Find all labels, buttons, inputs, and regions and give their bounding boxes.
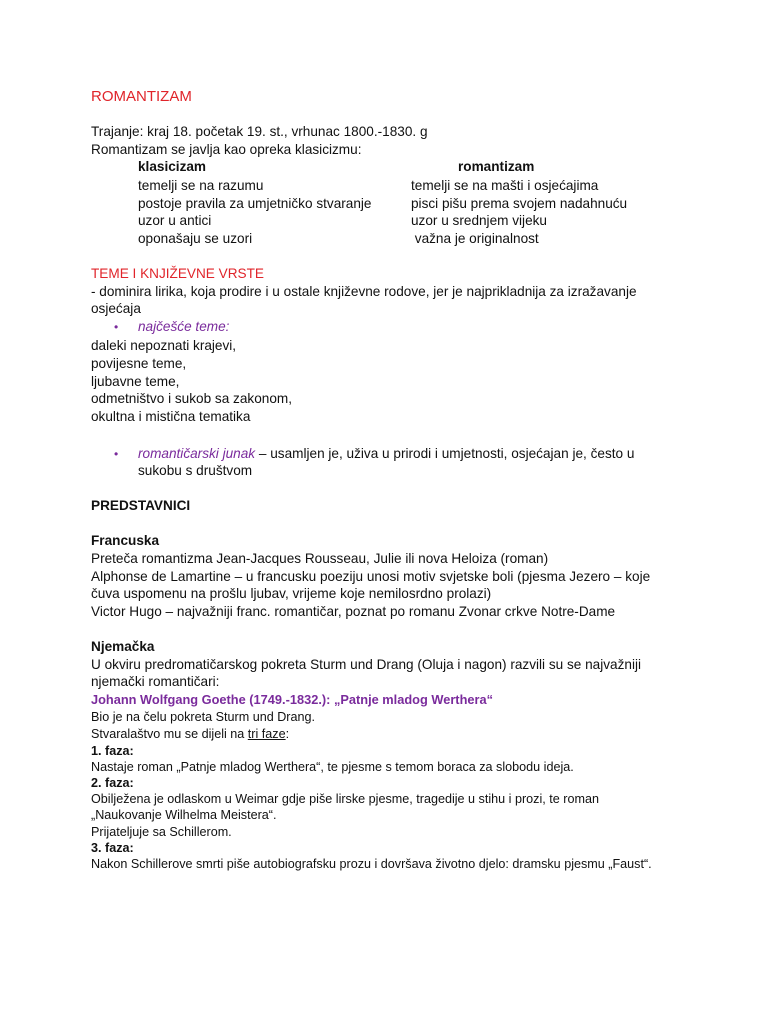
comparison-left-1: postoje pravila za umjetničko stvaranje bbox=[138, 196, 372, 211]
duration-line: Trajanje: kraj 18. početak 19. st., vrhunac 1800.-1830. g bbox=[91, 124, 428, 139]
themes-text-1: - dominira lirika, koja prodire i u ostale književne rodove, jer je najprikladnija za izražavanje bbox=[91, 284, 637, 299]
comparison-right-3: važna je originalnost bbox=[411, 231, 539, 246]
stages-underlined: tri faze bbox=[247, 727, 286, 741]
phase1-text: Nastaje roman „Patnje mladog Werthera“, te pjesme s temom boraca za slobodu ideja. bbox=[91, 760, 574, 774]
intro-line: Romantizam se javlja kao opreka klasicizmu: bbox=[91, 142, 362, 157]
stages-intro bbox=[91, 726, 289, 744]
comparison-right-1: pisci pišu prema svojem nadahnuću bbox=[411, 196, 628, 211]
stages-intro-text: Stvaralaštvo mu se dijeli na bbox=[91, 727, 248, 741]
hero-label: romantičarski junak bbox=[138, 446, 256, 461]
france-line-2: čuva uspomenu na prošlu ljubav, vrijeme koje nemilosrdno prolazi) bbox=[91, 586, 492, 601]
france-heading: Francuska bbox=[91, 533, 160, 548]
goethe-line: Johann Wolfgang Goethe (1749.-1832.): „Patnje mladog Werthera“ bbox=[91, 692, 493, 707]
theme-item-2: ljubavne teme, bbox=[91, 374, 180, 389]
bullet-themes-label: najčešće teme: bbox=[138, 319, 230, 334]
hero-text: – usamljen je, uživa u prirodi i umjetnosti, osjećajan je, često u bbox=[255, 446, 635, 461]
themes-heading: TEME I KNJIŽEVNE VRSTE bbox=[91, 266, 264, 281]
bullet-icon: • bbox=[114, 320, 119, 334]
theme-item-1: povijesne teme, bbox=[91, 356, 187, 371]
phase2-text-1: Obilježena je odlaskom u Weimar gdje piše lirske pjesme, tragedije u stihu i prozi, te roman bbox=[91, 792, 599, 806]
themes-text-2: osjećaja bbox=[91, 301, 141, 316]
comparison-right-2: uzor u srednjem vijeku bbox=[411, 213, 547, 228]
phase3-text: Nakon Schillerove smrti piše autobiografsku prozu i dovršava životno djelo: dramsku pjesmu „Faust“. bbox=[91, 857, 652, 871]
comparison-left-2: uzor u antici bbox=[138, 213, 212, 228]
germany-heading: Njemačka bbox=[91, 639, 155, 654]
theme-item-0: daleki nepoznati krajevi, bbox=[91, 338, 237, 353]
goethe-bio: Bio je na čelu pokreta Sturm und Drang. bbox=[91, 710, 316, 724]
theme-item-4: okultna i mistična tematika bbox=[91, 409, 251, 424]
phase2-text-3: Prijateljuje sa Schillerom. bbox=[91, 825, 232, 839]
col-header-classicism: klasicizam bbox=[138, 159, 207, 174]
bullet-icon: • bbox=[114, 447, 119, 461]
germany-line-2: njemački romantičari: bbox=[91, 674, 220, 689]
theme-item-3: odmetništvo i sukob sa zakonom, bbox=[91, 391, 292, 406]
representatives-heading: PREDSTAVNICI bbox=[91, 498, 191, 513]
france-line-0: Preteča romantizma Jean-Jacques Rousseau, Julie ili nova Heloiza (roman) bbox=[91, 551, 549, 566]
comparison-left-0: temelji se na razumu bbox=[138, 178, 264, 193]
hero-line-2: sukobu s društvom bbox=[138, 463, 253, 478]
germany-line-1: U okviru predromatičarskog pokreta Sturm und Drang (Oluja i nagon) razvili su se najvažniji bbox=[91, 657, 642, 672]
phase3-label: 3. faza: bbox=[91, 841, 134, 855]
phase2-label: 2. faza: bbox=[91, 776, 134, 790]
stages-colon: : bbox=[285, 727, 290, 741]
phase1-label: 1. faza: bbox=[91, 744, 134, 758]
comparison-left-3: oponašaju se uzori bbox=[138, 231, 253, 246]
france-line-3: Victor Hugo – najvažniji franc. romantičar, poznat po romanu Zvonar crkve Notre-Dame bbox=[91, 604, 616, 619]
comparison-right-0: temelji se na mašti i osjećajima bbox=[411, 178, 599, 193]
phase2-text-2: „Naukovanje Wilhelma Meistera“. bbox=[91, 808, 277, 822]
hero-line-1 bbox=[138, 445, 634, 463]
col-header-romanticism: romantizam bbox=[458, 159, 535, 174]
france-line-1: Alphonse de Lamartine – u francusku poeziju unosi motiv svjetske boli (pjesma Jezero – koje bbox=[91, 569, 651, 584]
page-title: ROMANTIZAM bbox=[91, 88, 192, 105]
